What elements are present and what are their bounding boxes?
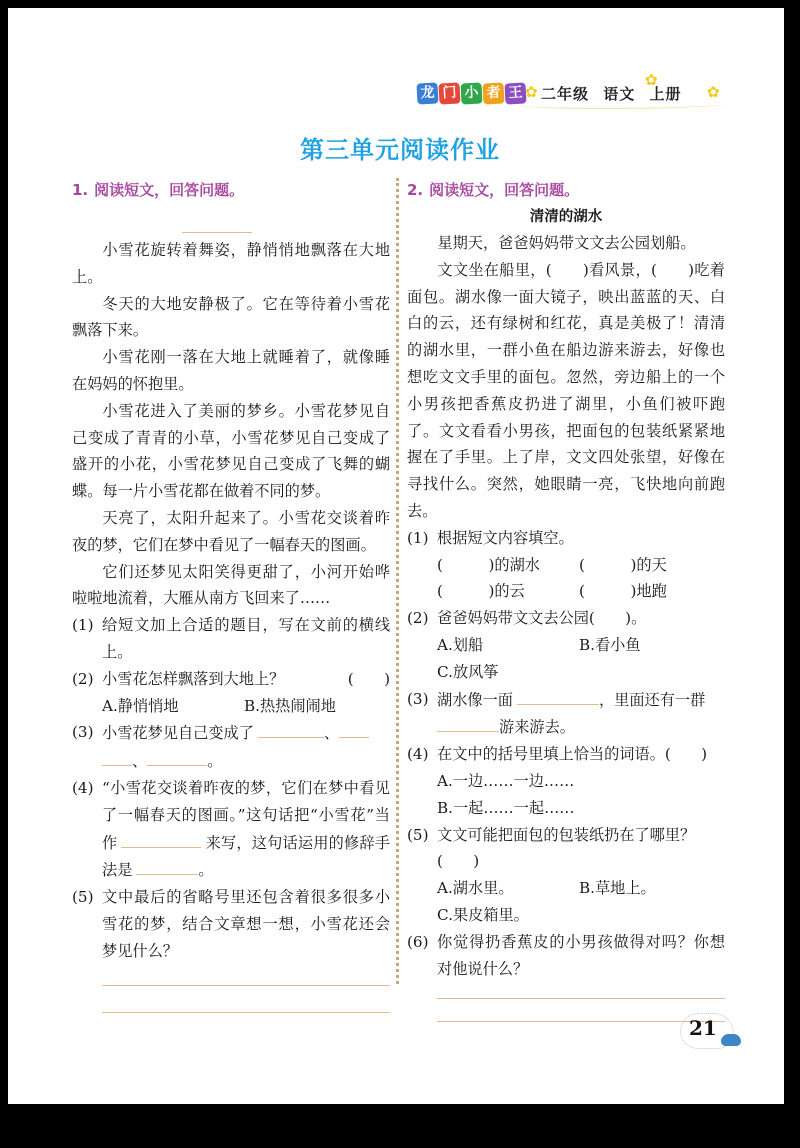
question-5 xyxy=(407,822,725,849)
grade-label: 二年级 xyxy=(541,85,590,103)
page-title: 第三单元阅读作业 xyxy=(300,136,500,164)
decorative-wave xyxy=(520,100,725,109)
question-5 xyxy=(72,884,390,964)
answer-blank[interactable] xyxy=(517,686,599,705)
story-title: 清清的湖水 xyxy=(529,209,603,225)
options xyxy=(407,659,725,686)
question-number: (6) xyxy=(407,932,429,951)
question-text: 湖水像一面 ，里面还有一群 xyxy=(437,686,725,714)
question-text: 文中最后的省略号里还包含着很多很多小雪花的梦，结合文章想一想，小雪花还会梦见什么？ xyxy=(102,888,390,960)
logo-char: 门 xyxy=(438,82,460,104)
options xyxy=(407,875,725,902)
subject-label: 语文 xyxy=(603,85,636,103)
option-b[interactable]: B.草地上。 xyxy=(579,879,656,898)
logo-char: 龙 xyxy=(416,82,438,104)
option-c[interactable]: C.放风筝 xyxy=(437,662,499,681)
question-1 xyxy=(72,612,390,666)
answer-blank[interactable] xyxy=(102,747,132,766)
section-instruction: 阅读短文，回答问题。 xyxy=(429,181,580,199)
question-3 xyxy=(407,686,725,714)
option-a[interactable]: A.静悄悄地 xyxy=(102,696,179,715)
question-text: 小雪花怎样飘落到大地上？ ( ) xyxy=(102,666,390,693)
paragraph: 小雪花旋转着舞姿，静悄悄地飘落在大地上。 xyxy=(72,241,390,286)
question-text: 根据短文内容填空。 xyxy=(437,528,574,547)
question-1 xyxy=(407,525,725,552)
brand-logo xyxy=(417,83,526,104)
page-number-badge xyxy=(680,1013,734,1049)
page-header xyxy=(405,71,735,115)
answer-blank[interactable] xyxy=(339,719,369,738)
question-2 xyxy=(72,666,390,693)
option-b[interactable]: B.一起……一起…… xyxy=(437,798,575,817)
page-number: 21 xyxy=(689,1016,717,1040)
question-text: 在文中的括号里填上恰当的词语。( ) xyxy=(437,745,708,764)
paragraph: 天亮了，太阳升起来了。小雪花交谈着昨夜的梦，它们在梦中看见了一幅春天的图画。 xyxy=(72,508,390,554)
fill-blank[interactable]: ( )的云 xyxy=(437,582,525,601)
question-6 xyxy=(407,929,725,983)
options xyxy=(407,632,725,659)
logo-char: 王 xyxy=(504,82,526,104)
answer-blank[interactable] xyxy=(437,713,499,732)
question-number: (3) xyxy=(72,723,94,742)
option-a[interactable]: A.划船 xyxy=(437,635,484,654)
fill-row xyxy=(407,552,725,579)
option-b[interactable]: B.热热闹闹地 xyxy=(244,696,336,715)
question-text: 小雪花梦见自己变成了 、 xyxy=(102,719,390,747)
section-1 xyxy=(72,178,390,1013)
question-text: “小雪花交谈着昨夜的梦，它们在梦中看见了一幅春天的图画。”这句话把“小雪花”当作 来写，这句话运用的修辞手法是 。 xyxy=(102,778,391,880)
question-number: (1) xyxy=(72,616,94,635)
question-3-continued: 、 。 xyxy=(72,747,390,775)
option-c[interactable]: C.果皮箱里。 xyxy=(437,905,529,924)
section-heading xyxy=(407,178,725,204)
question-text: 爸爸妈妈带文文去公园( )。 xyxy=(437,609,647,628)
butterfly-icon: ✿ xyxy=(645,71,658,89)
section-number: 1. xyxy=(72,181,89,199)
answer-blank[interactable] xyxy=(147,747,207,766)
volume-label: 上册 xyxy=(649,85,682,103)
question-number: (4) xyxy=(407,745,429,764)
answer-line[interactable] xyxy=(102,1012,390,1013)
answer-paren[interactable]: ( ) xyxy=(437,852,480,871)
options xyxy=(407,902,725,929)
section-number: 2. xyxy=(407,181,424,199)
option-a[interactable]: A.一边……一边…… xyxy=(437,771,575,790)
column-divider xyxy=(396,178,399,984)
answer-blank[interactable] xyxy=(136,856,198,875)
whale-icon xyxy=(721,1034,741,1046)
question-number: (3) xyxy=(407,689,429,708)
section-instruction: 阅读短文，回答问题。 xyxy=(94,181,245,199)
question-3 xyxy=(72,719,390,747)
options xyxy=(72,693,390,720)
fill-blank[interactable]: ( )的湖水 xyxy=(437,555,540,574)
question-number: (5) xyxy=(407,825,429,844)
option-a[interactable]: A.湖水里。 xyxy=(437,879,514,898)
paragraph: 它们还梦见太阳笑得更甜了，小河开始哗啦啦地流着，大雁从南方飞回来了…… xyxy=(72,562,390,608)
paragraph: 小雪花进入了美丽的梦乡。小雪花梦见自己变成了青青的小草，小雪花梦见自己变成了盛开的小花，小雪花梦见自己变成了飞舞的蝴蝶。每一片小雪花都在做着不同的梦。 xyxy=(72,401,390,501)
butterfly-icon: ✿ xyxy=(525,83,538,101)
question-text: 给短文加上合适的题目，写在文前的横线上。 xyxy=(102,616,390,661)
question-4 xyxy=(72,775,390,884)
paragraph: 小雪花刚一落在大地上就睡着了，就像睡在妈妈的怀抱里。 xyxy=(72,348,390,393)
fill-blank[interactable]: ( )的天 xyxy=(579,555,667,574)
question-2 xyxy=(407,605,725,632)
butterfly-icon: ✿ xyxy=(707,83,720,101)
question-number: (2) xyxy=(407,609,429,628)
question-number: (4) xyxy=(72,778,94,797)
answer-blank[interactable] xyxy=(121,829,201,848)
title-answer-blank[interactable] xyxy=(182,216,252,233)
question-3-continued: 游来游去。 xyxy=(407,713,725,741)
logo-char: 者 xyxy=(482,82,504,104)
answer-paren[interactable]: ( ) xyxy=(347,669,390,688)
section-heading xyxy=(72,178,390,204)
paragraph: 冬天的大地安静极了。它在等待着小雪花飘落下来。 xyxy=(72,294,390,340)
fill-blank[interactable]: ( )地跑 xyxy=(579,582,667,601)
answer-blank[interactable] xyxy=(258,719,324,738)
option-b[interactable]: B.看小鱼 xyxy=(579,635,641,654)
question-number: (5) xyxy=(72,888,94,907)
question-text: 文文可能把面包的包装纸扔在了哪里？ xyxy=(437,825,696,844)
paragraph: 文文坐在船里，( )看风景，( )吃着面包。湖水像一面大镜子，映出蓝蓝的天、白白的云，还有绿树和红花，真是美极了！清清的湖水里，一群小鱼在船边游来游去，好像也想吃文文手里的面包。忽然，旁边船上的一个小男孩把香蕉皮扔进了湖里，小鱼们被吓跑了。文文看看小男孩，把面包的包装纸紧紧地握在了手里。上了岸，文文四处张望，好像在寻找什么。突然，她眼睛一亮，飞快地向前跑去。 xyxy=(407,260,725,520)
fill-row xyxy=(407,578,725,605)
question-text: 你觉得扔香蕉皮的小男孩做得对吗？你想对他说什么？ xyxy=(437,932,725,978)
paragraph: 星期天，爸爸妈妈带文文去公园划船。 xyxy=(437,234,696,252)
question-number: (2) xyxy=(72,669,94,688)
question-4 xyxy=(407,741,725,768)
question-number: (1) xyxy=(407,528,429,547)
logo-char: 小 xyxy=(460,82,482,104)
section-2 xyxy=(407,178,725,1022)
